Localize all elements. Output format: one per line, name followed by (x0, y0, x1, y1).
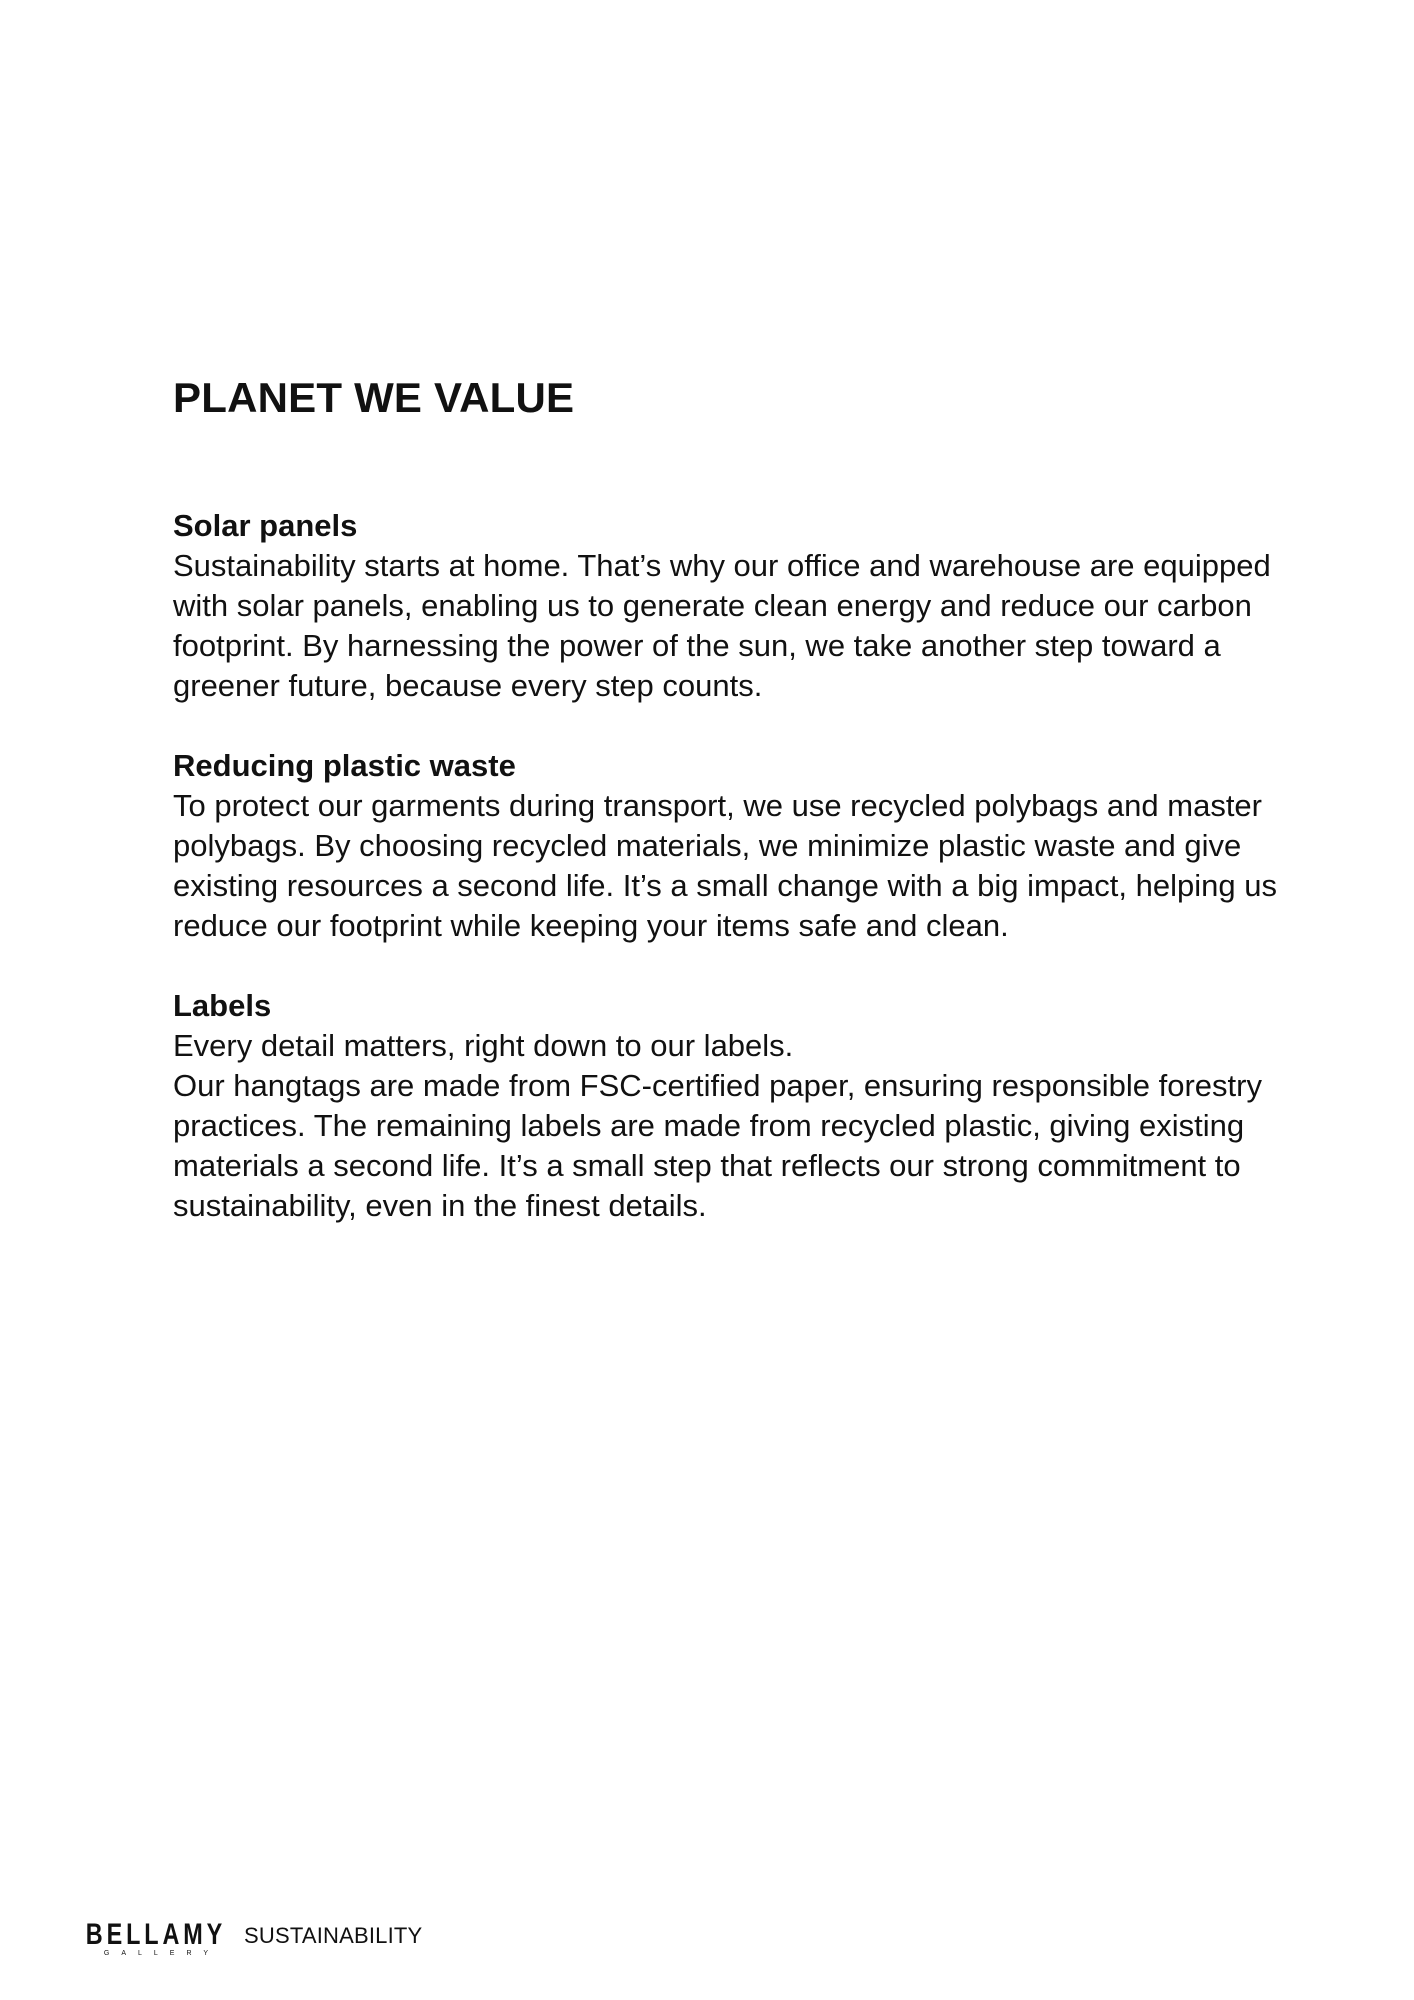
section-paragraph: Sustainability starts at home. That’s why our office and warehouse are equipped with solar panels, enabling us to generate clean energy and reduce our carbon footprint. By harnessing the power of the sun, we take another step toward a greener future, because every step counts. (173, 548, 1271, 703)
logo-wordmark: BELLAMY (85, 1918, 227, 1951)
section-heading: Reducing plastic waste (173, 748, 516, 783)
section-body (173, 1026, 1293, 1226)
section-body (173, 546, 1293, 706)
footer-label: SUSTAINABILITY (244, 1923, 423, 1948)
section-body (173, 786, 1293, 946)
page-footer (86, 1920, 422, 1960)
bellamy-logo (86, 1920, 226, 1958)
section-heading: Labels (173, 988, 272, 1023)
section-heading: Solar panels (173, 508, 358, 543)
section-labels (173, 986, 1293, 1226)
sections (173, 506, 1293, 1226)
section-paragraph: To protect our garments during transport, we use recycled polybags and master polybags. By choosing recycled materials, we minimize plastic waste and give existing resources a second life. It’s a small change with a big impact, helping us reduce our footprint while keeping your items safe and clean. (173, 788, 1277, 943)
section-paragraph: Every detail matters, right down to our labels. (173, 1028, 794, 1063)
section-reducing-plastic-waste (173, 746, 1293, 946)
section-paragraph: Our hangtags are made from FSC-certified paper, ensuring responsible forestry practices. The remaining labels are made from recycled plastic, giving existing materials a second life. It’s a small step that reflects our strong commitment to sustainability, even in the finest details. (173, 1068, 1262, 1223)
page-title: PLANET WE VALUE (173, 374, 575, 421)
logo-subtitle: GALLERY (103, 1950, 221, 1957)
section-solar-panels (173, 506, 1293, 706)
document-content (173, 368, 1293, 1266)
